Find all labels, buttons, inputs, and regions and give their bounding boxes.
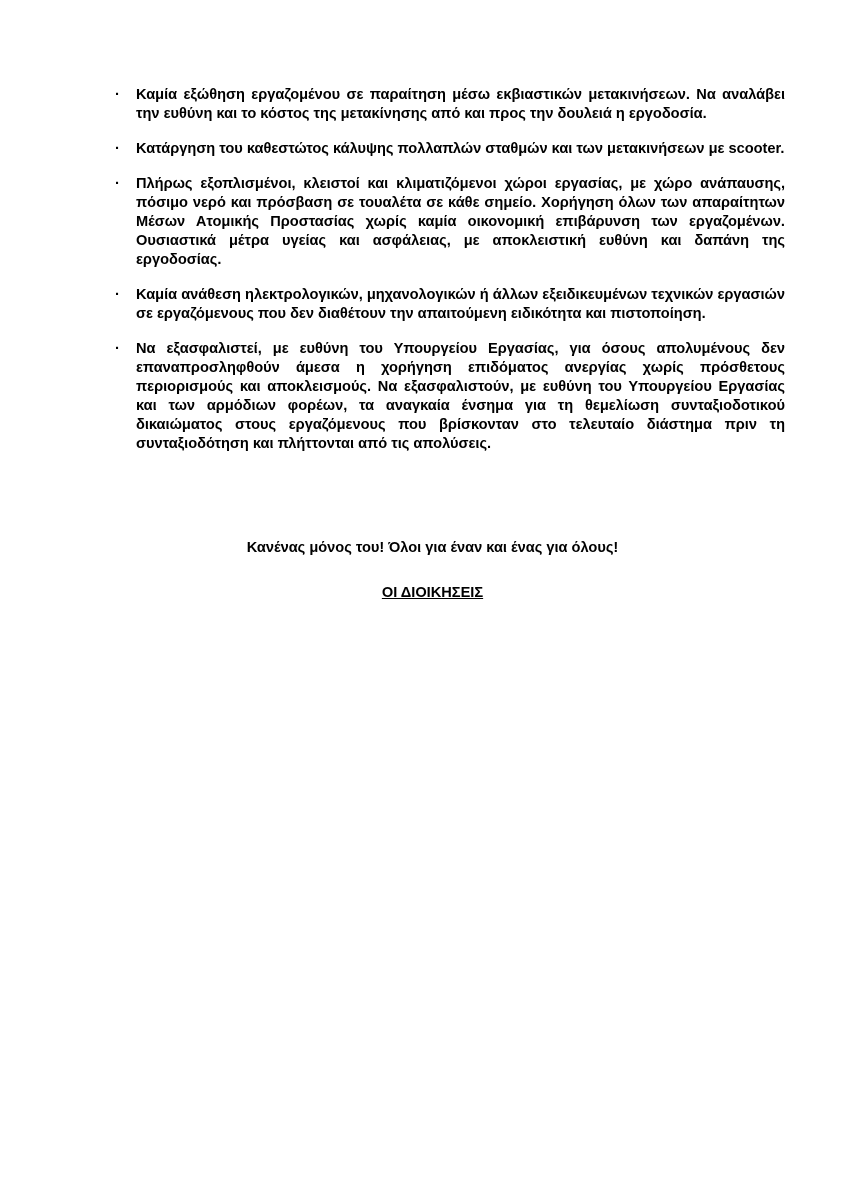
bullet-icon: ·: [115, 176, 120, 192]
bullet-icon: ·: [115, 341, 120, 357]
list-item: [115, 286, 785, 324]
list-item-text: Πλήρως εξοπλισμένοι, κλειστοί και κλιματιζόμενοι χώροι εργασίας, με χώρο ανάπαυσης, πόσιμο νερό και πρόσβαση σε τουαλέτα σε κάθε σημείο. Χορήγηση όλων των απαραίτητων Μέσων Ατομικής Προστασίας χωρίς καμία οικονομική επιβάρυνση των εργαζομένων. Ουσιαστικά μέτρα υγείας και ασφάλειας, με αποκλειστική ευθύνη και δαπάνη της εργοδοσίας.: [136, 176, 785, 268]
signature: ΟΙ ΔΙΟΙΚΗΣΕΙΣ: [381, 585, 484, 601]
demands-list: [115, 86, 785, 454]
list-item: [115, 86, 785, 124]
list-item-text: Κατάργηση του καθεστώτος κάλυψης πολλαπλών σταθμών και των μετακινήσεων με scooter.: [136, 141, 785, 157]
list-item-text: Καμία ανάθεση ηλεκτρολογικών, μηχανολογικών ή άλλων εξειδικευμένων τεχνικών εργασιών σε εργαζόμενους που δεν διαθέτουν την απαιτούμενη ειδικότητα και πιστοποίηση.: [136, 287, 785, 322]
list-item-text: Να εξασφαλιστεί, με ευθύνη του Υπουργείου Εργασίας, για όσους απολυμένους δεν επαναπροσληφθούν άμεσα η χορήγηση επιδόματος ανεργίας χωρίς πρόσθετους περιορισμούς και αποκλεισμούς. Να εξασφαλιστούν, με ευθύνη του Υπουργείου Εργασίας και των αρμόδιων φορέων, τα αναγκαία ένσημα για τη θεμελίωση συνταξιοδοτικού δικαιώματος στους εργαζόμενους που βρίσκονταν στο τελευταίο διάστημα πριν τη συνταξιοδότηση και πλήττονται από τις απολύσεις.: [136, 341, 785, 452]
list-item: [115, 340, 785, 454]
bullet-icon: ·: [115, 87, 120, 103]
bullet-icon: ·: [115, 141, 120, 157]
list-item: [115, 140, 785, 159]
list-item: [115, 175, 785, 270]
closing-slogan: Κανένας μόνος του! Όλοι για έναν και ένας για όλους!: [246, 540, 619, 556]
list-item-text: Καμία εξώθηση εργαζομένου σε παραίτηση μέσω εκβιαστικών μετακινήσεων. Να αναλάβει την ευθύνη και το κόστος της μετακίνησης από και προς την δουλειά η εργοδοσία.: [136, 87, 785, 122]
bullet-icon: ·: [115, 287, 120, 303]
